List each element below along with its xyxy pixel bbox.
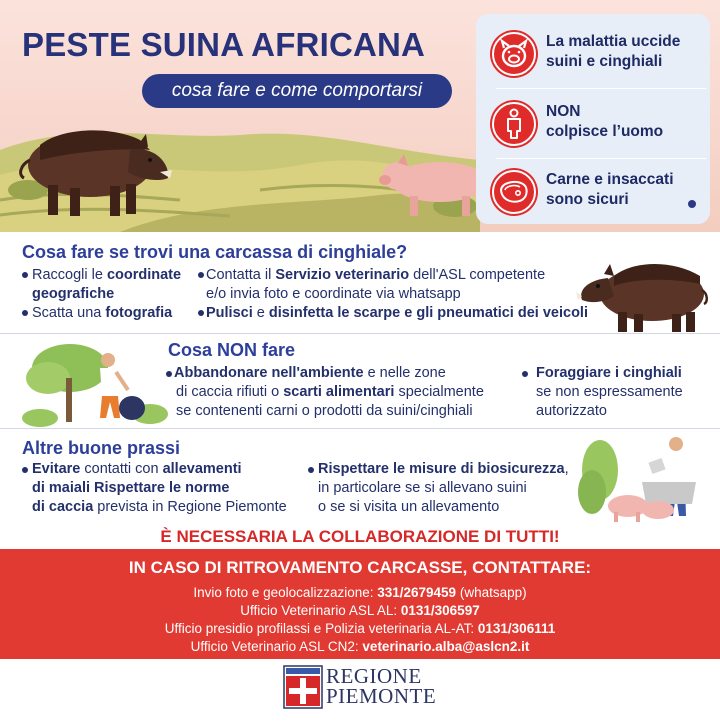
not-item-feed: Foraggiare i cinghiali [536, 365, 682, 381]
fact-meat-safe [486, 164, 706, 222]
not-item-abandon-cont: di caccia rifiuti o scarti alimentari specialmente [176, 384, 484, 400]
carcass-item-coordinates-cont: geografiche [32, 286, 115, 302]
fact-text: NON colpisce l’uomo [546, 103, 664, 140]
not-item-feed-cont2: autorizzato [536, 403, 607, 419]
not-item-abandon: Abbandonare nell'ambiente e nelle zone [174, 365, 446, 381]
fact-text: Carne e insaccati sono sicuri [546, 171, 674, 208]
not-item-abandon-cont2: se contenenti carni o prodotti da suini/cinghiali [176, 403, 473, 419]
bullet [166, 371, 172, 377]
bullet [22, 467, 28, 473]
section-divider [0, 333, 720, 334]
decorative-dot [688, 200, 696, 208]
footer [0, 659, 720, 721]
regione-piemonte-wordmark: REGIONE PIEMONTE [326, 664, 437, 708]
contact-asl-al: Ufficio Veterinario ASL AL: 0131/306597 [240, 603, 480, 618]
call-to-action: È NECESSARIA LA COLLABORAZIONE DI TUTTI! [160, 527, 560, 546]
carcass-item-contact: Contatta il Servizio veterinario dell'ASL competente [206, 267, 546, 283]
practice-item-avoid-cont2: di caccia prevista in Regione Piemonte [32, 499, 287, 515]
person-dumping-waste-illustration [20, 338, 170, 430]
section-divider [0, 428, 720, 429]
page-title: PESTE SUINA AFRICANA [22, 26, 426, 63]
fact-divider [496, 158, 706, 159]
bullet [198, 272, 204, 278]
hero-banner [0, 0, 720, 232]
farmer-feeding-pigs-illustration [578, 432, 712, 524]
fact-text: La malattia uccide suini e cinghiali [546, 33, 681, 70]
bullet [22, 310, 28, 316]
contact-vet-police: Ufficio presidio profilassi e Polizia veterinaria AL-AT: 0131/306111 [164, 621, 556, 636]
practice-item-avoid-cont: di maiali Rispettare le norme [32, 480, 230, 496]
contact-asl-cn2: Ufficio Veterinario ASL CN2: veterinario.alba@aslcn2.it [190, 639, 530, 654]
carcass-item-contact-cont: e/o invia foto e coordinate via whatsapp [206, 286, 461, 302]
contact-whatsapp: Invio foto e geolocalizzazione: 331/2679459 (whatsapp) [193, 585, 527, 600]
section-title-good-practices: Altre buone prassi [22, 438, 181, 458]
regione-piemonte-logo [283, 665, 323, 709]
fact-not-human [486, 96, 706, 154]
person-icon [490, 100, 538, 148]
not-item-feed-cont: se non espressamente [536, 384, 683, 400]
wild-boar-profile-illustration [574, 246, 710, 334]
page-subtitle: cosa fare e come comportarsi [142, 74, 452, 108]
practice-item-avoid: Evitare contatti con allevamenti [32, 461, 242, 477]
fact-disease-kills-pigs [486, 26, 706, 84]
carcass-item-coordinates: Raccogli le coordinate [32, 267, 182, 283]
practice-item-biosecurity-cont: in particolare se si allevano suini [318, 480, 527, 496]
pig-head-icon [490, 30, 538, 78]
fact-divider [496, 88, 706, 89]
bullet [308, 467, 314, 473]
key-facts-panel [476, 14, 710, 224]
contacts-title: IN CASO DI RITROVAMENTO CARCASSE, CONTATTARE: [128, 558, 592, 577]
section-title-carcass: Cosa fare se trovi una carcassa di cinghiale? [22, 242, 408, 262]
contacts-panel [0, 549, 720, 659]
bullet [198, 310, 204, 316]
meat-icon [490, 168, 538, 216]
carcass-item-disinfect: Pulisci e disinfetta le scarpe e gli pneumatici dei veicoli [206, 305, 588, 321]
contact-email-link[interactable]: veterinario.alba@aslcn2.it [362, 639, 530, 654]
practice-item-biosecurity: Rispettare le misure di biosicurezza, [318, 461, 569, 477]
bullet [22, 272, 28, 278]
section-title-not-to-do: Cosa NON fare [168, 340, 296, 360]
bullet [522, 371, 528, 377]
practice-item-biosecurity-cont2: o se si visita un allevamento [318, 499, 500, 515]
carcass-item-photo: Scatta una fotografia [32, 305, 173, 321]
